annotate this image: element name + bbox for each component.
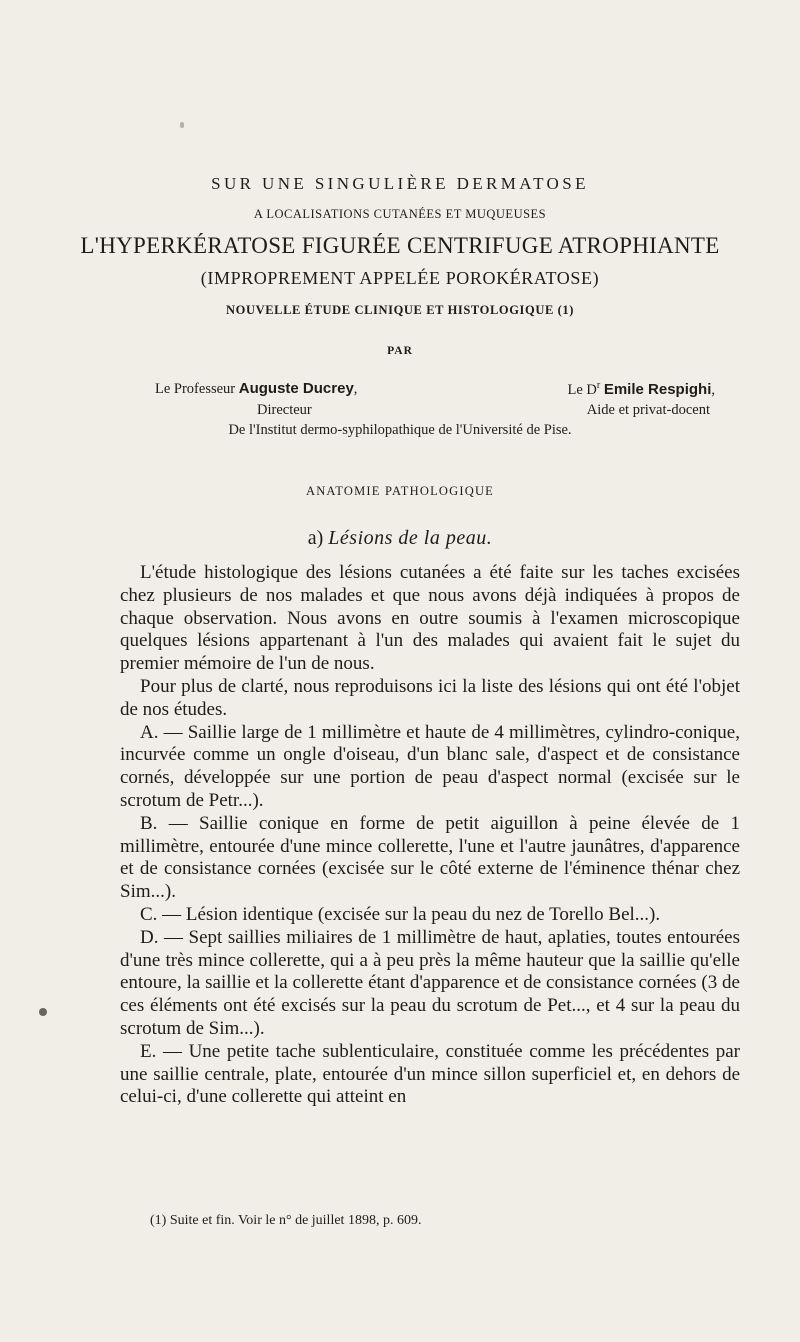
author-left-name: Auguste Ducrey xyxy=(238,380,354,397)
article-subtitle: A LOCALISATIONS CUTANÉES ET MUQUEUSES xyxy=(253,207,547,221)
authors-block xyxy=(155,380,715,422)
subsection-heading: a) Lésions de la peau. xyxy=(307,527,493,549)
author-left-role: Directeur xyxy=(257,402,312,418)
ink-speck xyxy=(39,1008,47,1016)
author-left: Le Professeur Auguste Ducrey, xyxy=(155,380,358,397)
paragraph: D. — Sept saillies miliaires de 1 millimètre de haut, aplaties, toutes entourées d'une très mince collerette, qui a à peu près la même hauteur que la saillie qu'elle entoure, la saillie et la collerette étant d'apparence et de consistance cornées (3 de ces éléments ont été excisés sur la peau du scrotum de Pet..., et 4 sur la peau du scrotum de Sim...). xyxy=(120,926,740,1039)
page-mark xyxy=(180,122,184,128)
author-right: Le $D^r$ Emile Respighi, xyxy=(567,380,715,398)
by-line: PAR xyxy=(387,345,413,357)
paragraph: B. — Saillie conique en forme de petit aiguillon à peine élevée de 1 millimètre, entourée d'une mince collerette, l'une et l'autre jaunâtres, d'apparence et de consistance cornées (excisée sur le côté externe de l'éminence thénar chez Sim...). xyxy=(120,812,740,903)
article-study-line: NOUVELLE ÉTUDE CLINIQUE ET HISTOLOGIQUE (1) xyxy=(226,303,574,317)
paragraph: A. — Saillie large de 1 millimètre et haute de 4 millimètres, cylindro-conique, incurvée comme un ongle d'oiseau, d'un blanc sale, d'aspect et de consistance cornés, développée sur une portion de peau d'aspect normal (excisée sur le scrotum de Petr...). xyxy=(120,721,740,811)
author-right-role: Aide et privat-docent xyxy=(586,402,710,418)
paragraph: C. — Lésion identique (excisée sur la peau du nez de Torello Bel...). xyxy=(140,903,661,925)
article-title: SUR UNE SINGULIÈRE DERMATOSE xyxy=(211,174,589,193)
paragraph: E. — Une petite tache sublenticulaire, constituée comme les précédentes par une saillie centrale, plate, entourée d'un mince sillon superficiel et, en dehors de celui-ci, d'une collerette qui atteint en xyxy=(120,1040,740,1108)
footnote: (1) Suite et fin. Voir le n° de juillet 1898, p. 609. xyxy=(150,1213,422,1228)
paragraph: Pour plus de clarté, nous reproduisons ici la liste des lésions qui ont été l'objet de nos études. xyxy=(120,675,740,720)
section-heading: ANATOMIE PATHOLOGIQUE xyxy=(305,484,495,498)
author-right-name: Emile Respighi xyxy=(603,380,712,398)
paragraph: L'étude histologique des lésions cutanées a été faite sur les taches excisées chez plusieurs de nos malades et que nous avons déjà indiquées à propos de chaque observation. Nous avons en outre soumis à l'examen microscopique quelques lésions appartenant à l'un des malades qui avaient fait le sujet du premier mémoire de l'un de nous. xyxy=(120,562,740,675)
article-main-title: L'HYPERKÉRATOSE FIGURÉE CENTRIFUGE ATROPHIANTE xyxy=(80,233,720,258)
institution: De l'Institut dermo-syphilopathique de l'Université de Pise. xyxy=(228,422,572,438)
article-alt-title: (IMPROPREMENT APPELÉE POROKÉRATOSE) xyxy=(200,268,600,288)
body-text xyxy=(120,562,740,1109)
